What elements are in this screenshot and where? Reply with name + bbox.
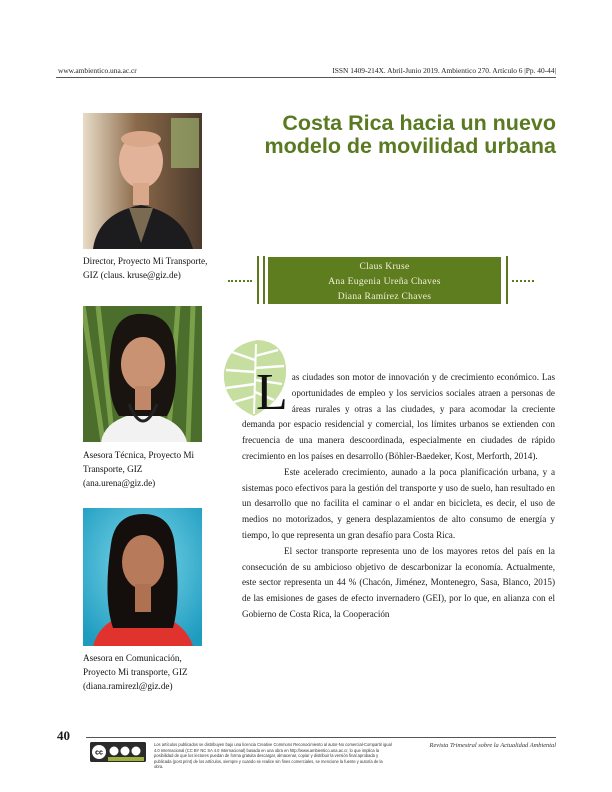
author-caption-claus-kruse: Director, Proyecto Mi Transporte, GIZ (claus. kruse@giz.de) [83, 256, 208, 281]
svg-text:cc: cc [95, 749, 103, 757]
author-photo-ana-urena [83, 306, 202, 442]
paragraph: El sector transporte representa uno de los mayores retos del país en la consecución de su ambicioso objetivo de descarbonizar la economía. Actualmente, este sector representa un 44 % (Chacón, Jiménez, Montenegro, Sasa, Blanco, 2015) de las emisiones de gases de efecto invernadero (GEI), por lo que, en alianza con el Gobierno de Costa Rica, la Cooperación [242, 545, 555, 619]
article-body [242, 364, 555, 623]
header-issue-info: ISSN 1409-214X. Abril-Junio 2019. Ambientico 270. Artículo 6 |Pp. 40-44| [332, 66, 556, 75]
journal-name: Revista Trimestral sobre la Actualidad Ambiental [429, 742, 556, 749]
paragraph-text: as ciudades son motor de innovación y de crecimiento económico. Las oportunidades de empleo y los servicios sociales atraen a personas de áreas rurales y otras a las ciudades, y para acomodar la creciente demanda por espacio residencial y comercial, los límites urbanos se extienden con frecuencia de una manera descoordinada, especialmente en ciudades de rápido crecimiento en los países en desarrollo (Böhler-Baedeker, Kost, Merforth, 2014). [242, 372, 555, 461]
creative-commons-icon [90, 742, 146, 762]
author-banner [268, 257, 501, 304]
author-caption-diana-ramirez: Asesora en Comunicación, Proyecto Mi transporte, GIZ (diana.ramirezl@giz.de) [83, 653, 188, 692]
article-title: Costa Rica hacia un nuevo modelo de movilidad urbana [264, 111, 556, 158]
author-caption-ana-urena: Asesora Técnica, Proyecto Mi Transporte, GIZ (ana.urena@giz.de) [83, 450, 195, 489]
banner-dots-left [228, 280, 252, 282]
banner-bar-right [506, 256, 508, 304]
author-name: Ana Eugenia Ureña Chaves [328, 277, 441, 287]
banner-dots-right [512, 280, 534, 282]
banner-bar-left-2 [263, 256, 265, 304]
header-divider [56, 77, 556, 78]
banner-bar-left [257, 256, 259, 304]
header-website: www.ambientico.una.ac.cr [58, 66, 137, 75]
author-name: Claus Kruse [359, 262, 410, 272]
author-photo-diana-ramirez [83, 508, 202, 646]
paragraph: Este acelerado crecimiento, aunado a la poca planificación urbana, y a sistemas poco efectivos para la gestión del transporte y uso de suelo, han resultado en un desarrollo que no facilita el caminar o el andar en bicicleta, es decir, el uso de medios no motorizados, y genera desplazamientos de alto consumo de energía y tiempo, lo que representa un gran desafío para Costa Rica. [242, 466, 555, 540]
author-name: Diana Ramírez Chaves [337, 292, 432, 302]
license-text: Los artículos publicados se distribuyen bajo una licencia Creative Commons Reconocimiento al autor-No comercial-Compartir igual 4.0 Internacional (CC BY NC SA 4.0 Internacional) basada en una obra en http://www.ambientico.una.ac.cr, lo que implica la posibilidad de que los lectores puedan de forma gratuita descargar, almacenar, copiar y distribuir la versión final aprobada y publicada (post print) de los artículos, siempre y cuando se realice sin fines comerciales, se mencione la fuente y autoría de la obra. [154, 742, 392, 770]
footer-divider [86, 737, 556, 738]
page-number: 40 [57, 728, 70, 743]
author-photo-claus-kruse [83, 113, 202, 249]
paragraph [242, 364, 555, 465]
dropcap: L [256, 364, 288, 421]
